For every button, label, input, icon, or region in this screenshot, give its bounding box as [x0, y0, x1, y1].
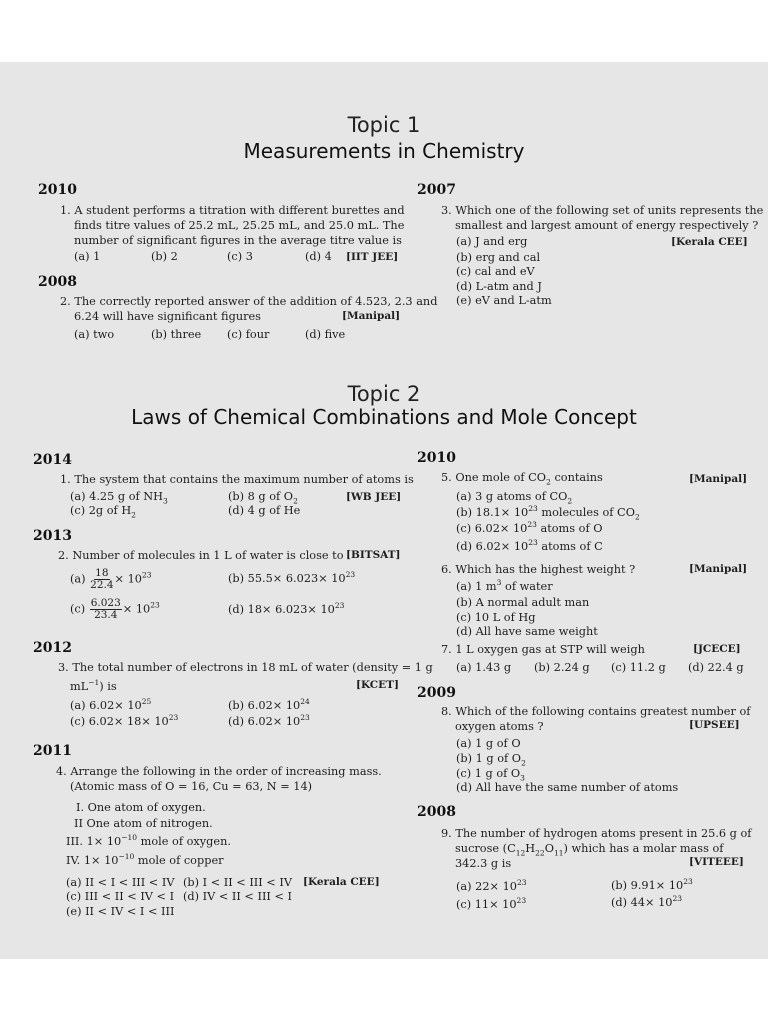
option-d: (d) $44\times 10^{23}$ — [611, 894, 682, 909]
year-heading: 2008 — [417, 804, 456, 820]
exam-tag: [Kerala CEE] — [303, 876, 380, 888]
question-1: 1. The system that contains the maximum number of atoms is — [60, 473, 414, 486]
exam-tag: [Kerala CEE] — [671, 236, 748, 248]
topic1-title: Measurements in Chemistry — [243, 139, 525, 163]
option-c: (c) 2g of $H_2$ — [70, 504, 136, 520]
year-heading: 2013 — [33, 528, 72, 544]
exam-tag: [KCET] — [356, 679, 399, 691]
option-b: (b) $18.1\times 10^{23}$ molecules of $CO_2$ — [456, 504, 640, 522]
topic2-title: Laws of Chemical Combinations and Mole Concept — [131, 405, 637, 429]
question-2: 2. The correctly reported answer of the addition of 4.523, 2.3 and 6.24 will have significant figures — [60, 295, 438, 323]
option-b: (b) $9.91\times 10^{23}$ — [611, 877, 693, 892]
option-a: (a) J and erg — [456, 235, 528, 248]
option-a: (a) 1 g of O — [456, 737, 521, 750]
option-c: (c) four — [227, 328, 270, 341]
option-d: (d) All have same weight — [456, 625, 598, 638]
item-iii: III. $1\times 10^{-10}$ mole of oxygen. — [66, 833, 231, 848]
option-d: (d) IV < II < III < I — [183, 890, 292, 903]
option-b: (b) three — [151, 328, 202, 341]
option-a: (a) 4.25 g of $NH_3$ — [70, 490, 168, 506]
option-a: (a) 1 — [74, 250, 101, 263]
exam-tag: [UPSEE] — [689, 719, 740, 731]
question-3: 3. The total number of electrons in 18 mL of water (density = 1 g — [58, 661, 433, 674]
option-a: (a) $6.02\times 10^{25}$ — [70, 697, 152, 712]
year-heading: 2010 — [38, 182, 77, 198]
question-9: 9. The number of hydrogen atoms present in 25.6 g of sucrose $(C_{12}H_{22}O_{11})$ which has a molar mass of 342.3 g is — [441, 827, 752, 870]
option-c: (c) $6.02\times 18\times 10^{23}$ — [70, 713, 179, 728]
exam-tag: [VITEEE] — [689, 856, 744, 868]
exam-tag: [IIT JEE] — [346, 251, 399, 263]
exam-tag: [Manipal] — [342, 310, 401, 322]
option-c: (c) cal and eV — [456, 265, 535, 278]
option-c: (c) III < II < IV < I — [66, 890, 175, 903]
option-b: (b) 8 g of $O_2$ — [228, 490, 298, 506]
exam-tag: [Manipal] — [689, 473, 748, 485]
question-1: 1. A student performs a titration with different burettes and finds titre values of 25.2 mL, 25.25 mL, and 25.0 mL. The number of significant figures in the average titre value is — [60, 204, 405, 247]
exam-tag: [Manipal] — [689, 563, 748, 575]
exam-tag: [WB JEE] — [346, 491, 402, 503]
year-heading: 2012 — [33, 640, 72, 656]
item-ii: II One atom of nitrogen. — [74, 817, 213, 830]
year-heading: 2010 — [417, 450, 456, 466]
option-d: (d) 4 — [305, 250, 332, 263]
exam-tag: [JCECE] — [693, 643, 741, 655]
option-e: (e) II < IV < I < III — [66, 905, 175, 918]
year-heading: 2011 — [33, 743, 72, 759]
option-b: (b) A normal adult man — [456, 596, 590, 609]
question-6: 6. Which has the highest weight ? — [441, 563, 636, 576]
item-i: I. One atom of oxygen. — [76, 801, 206, 814]
year-heading: 2009 — [417, 685, 456, 701]
option-a: (a) two — [74, 328, 115, 341]
option-d: (d) $6.02\times 10^{23}$ atoms of C — [456, 538, 603, 553]
option-b: (b) 2.24 g — [534, 661, 590, 674]
option-b: (b) $6.02\times 10^{24}$ — [228, 697, 310, 712]
option-d: (d) 4 g of He — [228, 504, 301, 517]
question-4: 4. Arrange the following in the order of increasing mass. — [56, 765, 382, 778]
option-e: (e) eV and L-atm — [456, 294, 552, 307]
option-a: (a) 1.43 g — [456, 661, 512, 674]
topic2-number: Topic 2 — [347, 382, 421, 406]
option-c: (c) 11.2 g — [611, 661, 666, 674]
topic1-number: Topic 1 — [347, 113, 421, 137]
option-c: (c) 3 — [227, 250, 253, 263]
option-c: (c) 10 L of Hg — [456, 611, 536, 624]
option-b: (b) $55.5\times 6.023\times 10^{23}$ — [228, 570, 356, 585]
option-b: (b) 1 g of $O_2$ — [456, 752, 526, 768]
option-b: (b) erg and cal — [456, 251, 541, 264]
option-d: (d) All have the same number of atoms — [456, 781, 679, 794]
option-c: (c) 1 g of $O_3$ — [456, 767, 525, 783]
option-d: (d) 22.4 g — [688, 661, 744, 674]
option-a: (a) $\frac{18}{22.4}$ × $10^{23}$ — [70, 567, 152, 591]
question-5: 5. One mole of $CO_2$ contains — [441, 471, 603, 487]
option-a: (a) 1 $m^3$ of water — [456, 578, 553, 593]
question-3: 3. Which one of the following set of units represents the smallest and largest amount of energy respectively ? — [441, 204, 764, 232]
option-c: (c) $\frac{6.023}{23.4}$ × $10^{23}$ — [70, 597, 160, 621]
option-a: (a) $22\times 10^{23}$ — [456, 878, 527, 893]
question-8: 8. Which of the following contains greatest number of oxygen atoms ? — [441, 705, 751, 733]
question-3-line2: $mL^{-1}$) is — [70, 678, 117, 693]
option-a: (a) 3 g atoms of $CO_2$ — [456, 490, 573, 506]
question-2: 2. Number of molecules in 1 L of water is close to — [58, 549, 344, 562]
year-heading: 2008 — [38, 274, 77, 290]
option-b: (b) 2 — [151, 250, 178, 263]
exam-tag: [BITSAT] — [346, 549, 401, 561]
item-iv: IV. $1\times 10^{-10}$ mole of copper — [66, 852, 224, 867]
question-4-line2: (Atomic mass of O = 16, Cu = 63, N = 14) — [70, 780, 313, 793]
option-d: (d) $6.02\times 10^{23}$ — [228, 713, 310, 728]
option-a: (a) II < I < III < IV — [66, 876, 175, 889]
option-d: (d) L-atm and J — [456, 280, 542, 293]
option-b: (b) I < II < III < IV — [183, 876, 292, 889]
year-heading: 2014 — [33, 452, 72, 468]
question-7: 7. 1 L oxygen gas at STP will weigh — [441, 643, 645, 656]
option-c: (c) $6.02\times 10^{23}$ atoms of O — [456, 520, 603, 535]
year-heading: 2007 — [417, 182, 456, 198]
option-d: (d) five — [305, 328, 346, 341]
option-c: (c) $11\times 10^{23}$ — [456, 896, 527, 911]
option-d: (d) $18\times 6.023\times 10^{23}$ — [228, 601, 345, 616]
